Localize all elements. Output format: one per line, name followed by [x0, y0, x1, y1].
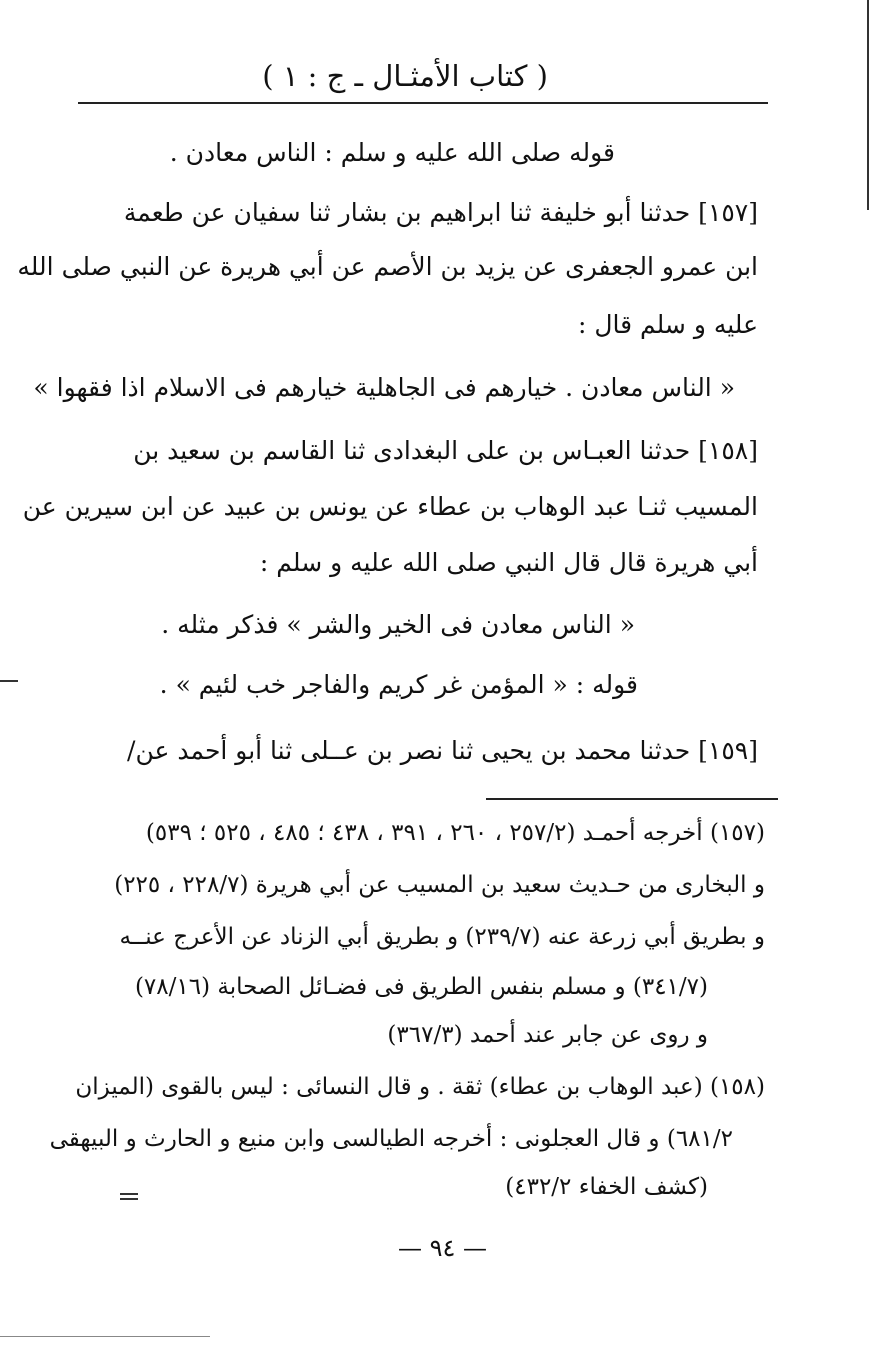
body-line: « الناس معادن فى الخير والشر » فذكر مثله .: [161, 610, 635, 639]
body-line: عليه و سلم قال :: [577, 310, 758, 339]
footnote-line: (كشف الخفاء ٤٣٢/٢): [505, 1174, 708, 1200]
scan-mark: [120, 1198, 138, 1200]
body-line: « الناس معادن . خيارهم فى الجاهلية خيارهم فى الاسلام اذا فقهوا »: [33, 373, 735, 402]
scan-mark: [120, 1193, 138, 1195]
body-line: المسيب ثنـا عبد الوهاب بن عطاء عن يونس بن عبيد عن ابن سيرين عن: [22, 492, 758, 521]
scan-edge-mark: [0, 1336, 210, 1337]
scan-edge-mark: [867, 0, 869, 210]
body-line: [١٥٨] حدثنا العبـاس بن على البغدادى ثنا القاسم بن سعيد بن: [133, 436, 758, 465]
header-rule: [78, 102, 768, 104]
running-header: ( كتاب الأمثـال ـ ج : ١ ): [262, 59, 548, 93]
footnote-line: و بطريق أبي زرعة عنه (٢٣٩/٧) و بطريق أبي الزناد عن الأعرج عنــه: [119, 924, 765, 950]
body-line: ابن عمرو الجعفرى عن يزيد بن الأصم عن أبي هريرة عن النبي صلى الله: [17, 252, 758, 281]
body-line: [١٥٩] حدثنا محمد بن يحيى ثنا نصر بن عــلى ثنا أبو أحمد عن/: [127, 736, 758, 765]
footnote-line: (١٥٨) (عبد الوهاب بن عطاء) ثقة . و قال النسائى : ليس بالقوى (الميزان: [75, 1074, 765, 1100]
body-line: [١٥٧] حدثنا أبو خليفة ثنا ابراهيم بن بشار ثنا سفيان عن طعمة: [123, 198, 758, 227]
scan-mark: [0, 680, 18, 682]
heading-line: قوله صلى الله عليه و سلم : الناس معادن .: [169, 138, 615, 167]
body-line: أبي هريرة قال قال النبي صلى الله عليه و سلم :: [259, 548, 758, 577]
footnote-line: و روى عن جابر عند أحمد (٣٦٧/٣): [387, 1022, 708, 1048]
footnote-line: (١٥٧) أخرجه أحمـد (٢٥٧/٢ ، ٢٦٠ ، ٣٩١ ، ٤٣٨ ؛ ٤٨٥ ، ٥٢٥ ؛ ٥٣٩): [145, 820, 765, 846]
footnote-line: و البخارى من حـديث سعيد بن المسيب عن أبي هريرة (٢٢٨/٧ ، ٢٢٥): [114, 872, 765, 898]
page-number: — ٩٤ —: [398, 1234, 488, 1262]
footnote-line: (٣٤١/٧) و مسلم بنفس الطريق فى فضـائل الصحابة (٧٨/١٦): [134, 974, 708, 1000]
footnote-line: ٦٨١/٢) و قال العجلونى : أخرجه الطيالسى وابن منيع و الحارث و البيهقى: [49, 1126, 733, 1152]
footnote-rule: [486, 798, 778, 800]
heading-line: قوله : « المؤمن غر كريم والفاجر خب لئيم » .: [159, 670, 638, 699]
